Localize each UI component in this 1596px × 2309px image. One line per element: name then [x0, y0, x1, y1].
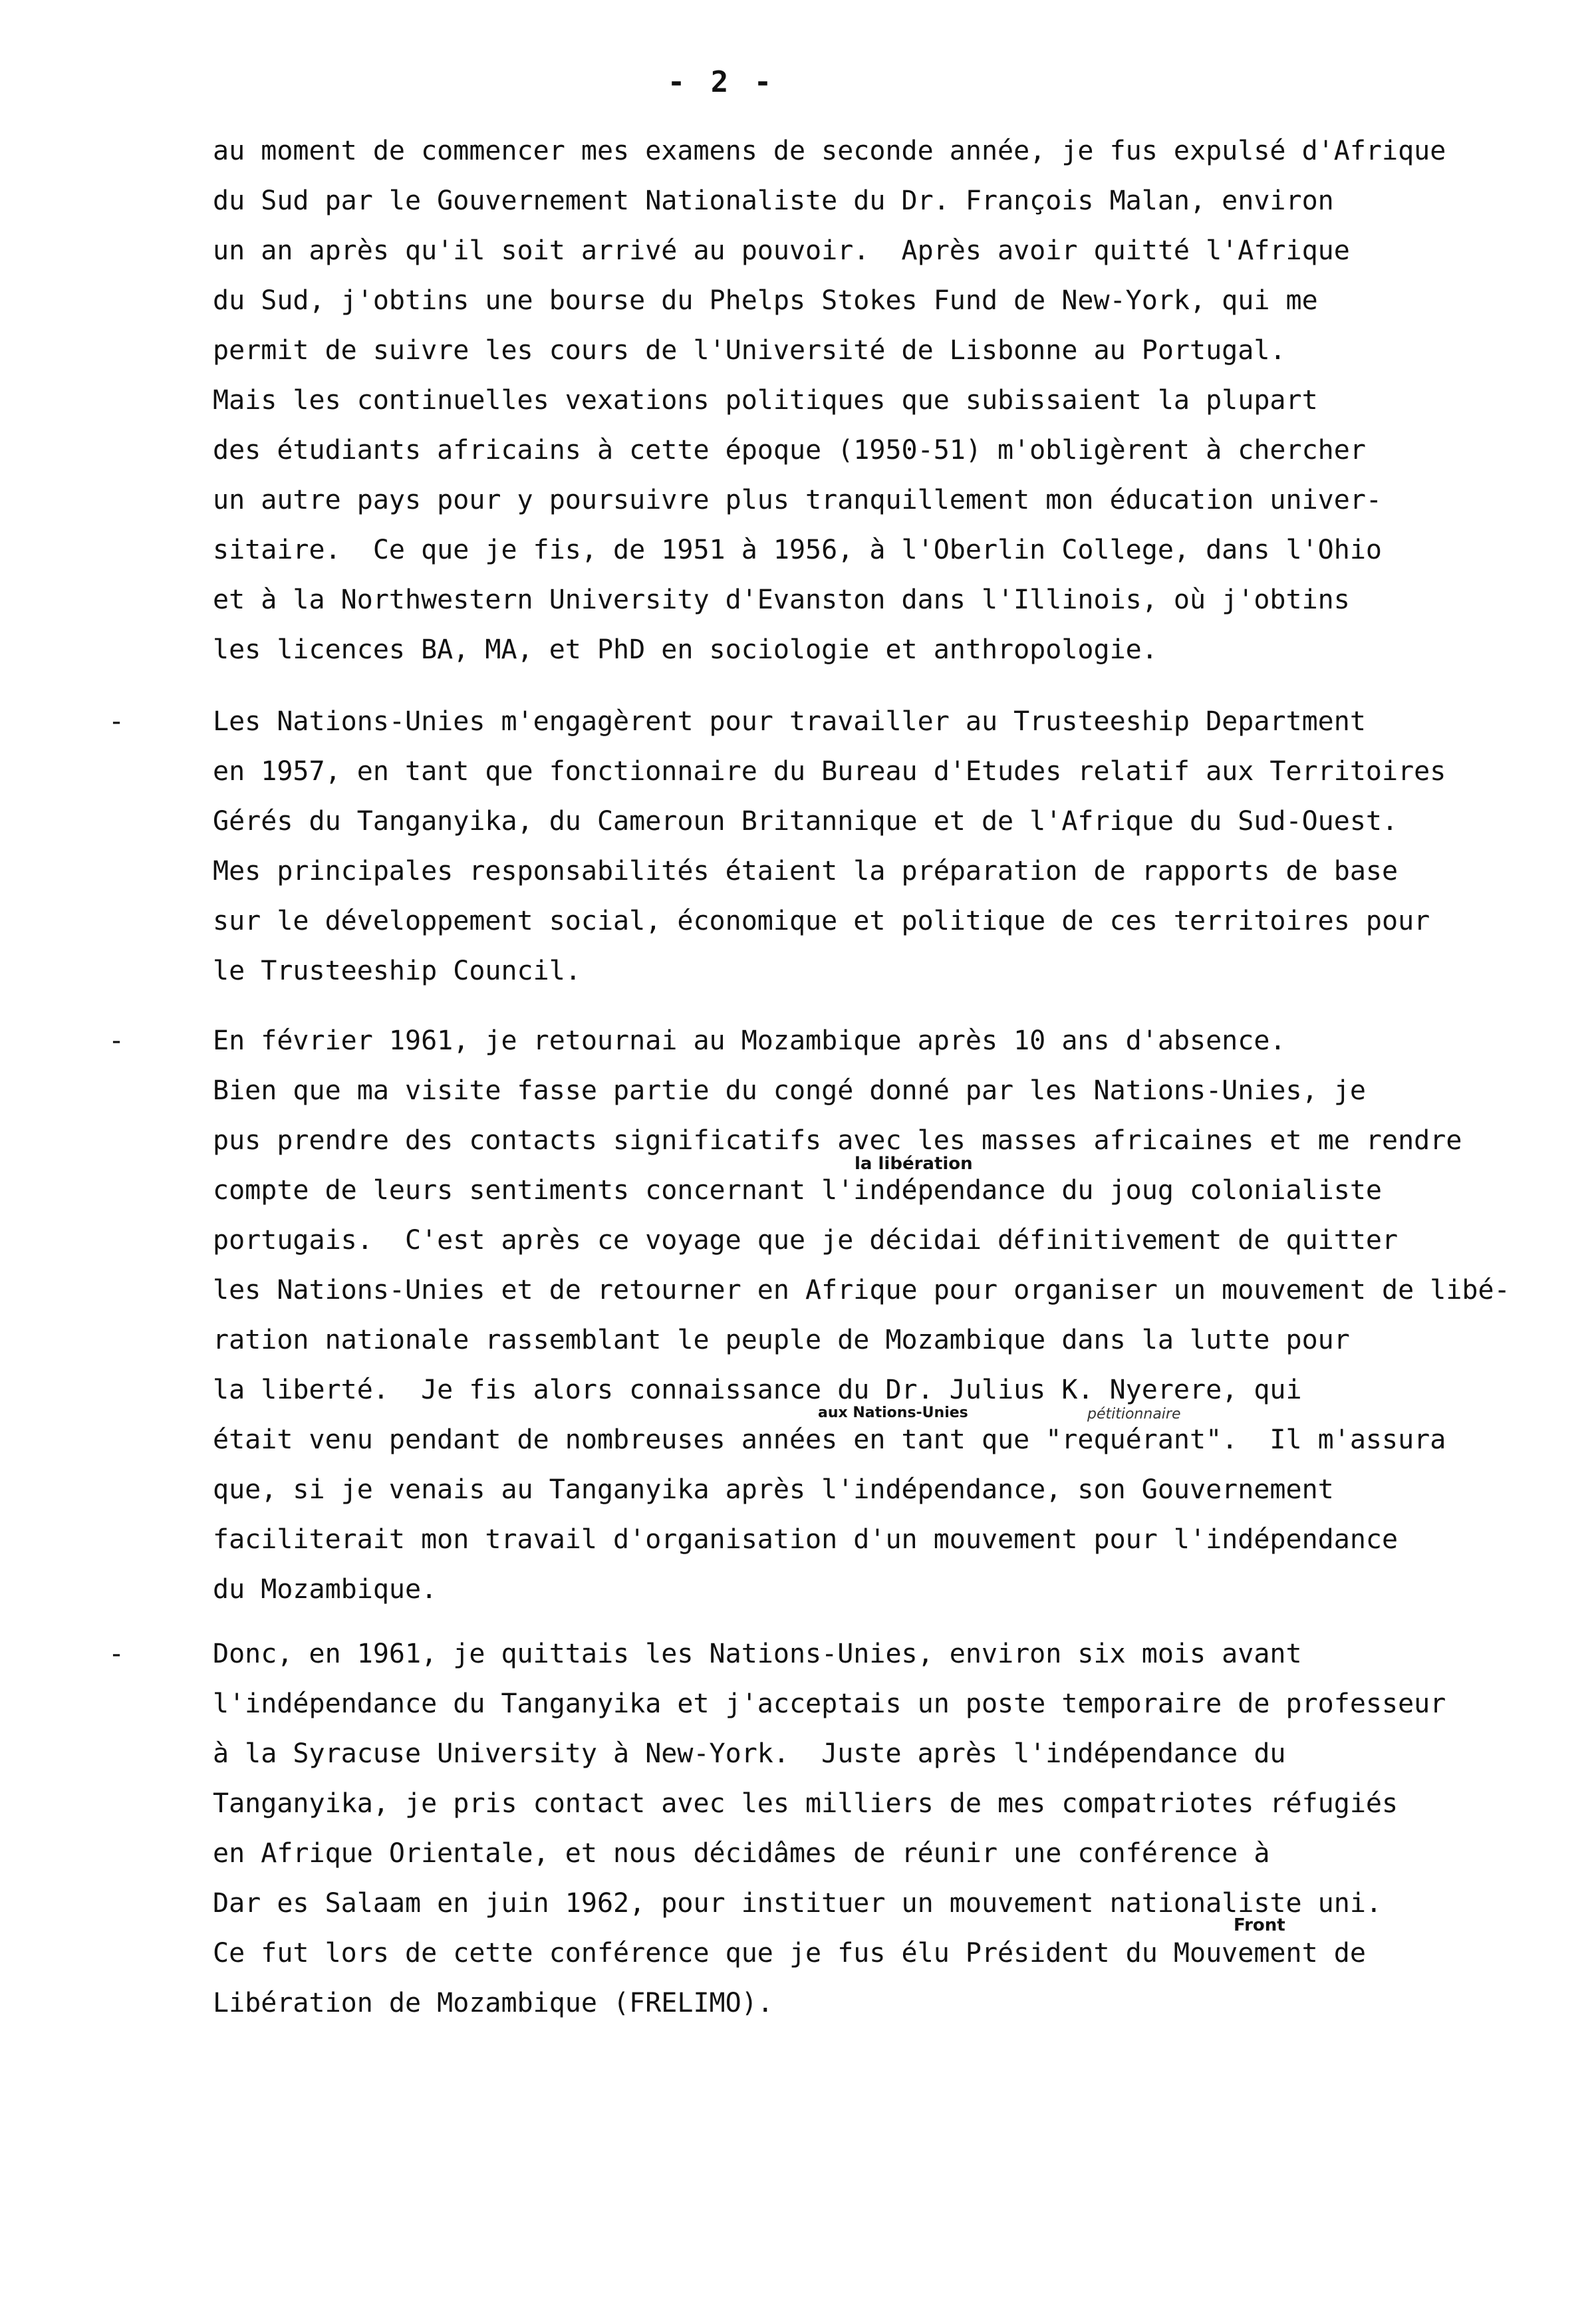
text-line: portugais. C'est après ce voyage que je décidai définitivement de quitter — [213, 1225, 1398, 1256]
text-line: Tanganyika, je pris contact avec les milliers de mes compatriotes réfugiés — [213, 1788, 1398, 1819]
text-line: des étudiants africains à cette époque (1950-51) m'obligèrent à chercher — [213, 435, 1366, 466]
text-line: En février 1961, je retournai au Mozambique après 10 ans d'absence. — [213, 1025, 1286, 1056]
paragraph-3 — [108, 1016, 1510, 1615]
handwritten-insertion: pétitionnaire — [1087, 1406, 1181, 1423]
text-line: Bien que ma visite fasse partie du congé donné par les Nations-Unies, je — [213, 1075, 1366, 1106]
text-line: Donc, en 1961, je quittais les Nations-Unies, environ six mois avant — [213, 1639, 1302, 1669]
paragraph-4 — [108, 1629, 1510, 2028]
paragraph-dash: - — [108, 706, 125, 737]
text-line: la liberté. Je fis alors connaissance du Dr. Julius K. Nyerere, qui — [213, 1375, 1302, 1405]
text-line: au moment de commencer mes examens de seconde année, je fus expulsé d'Afrique — [213, 136, 1446, 166]
text-line: que, si je venais au Tanganyika après l'indépendance, son Gouvernement — [213, 1474, 1334, 1505]
handwritten-insertion: Front — [1234, 1915, 1285, 1935]
text-line: compte de leurs sentiments concernant l'indépendance du joug colonialiste — [213, 1175, 1382, 1206]
text-line: sur le développement social, économique et politique de ces territoires pour — [213, 906, 1430, 936]
text-line: Ce fut lors de cette conférence que je fus élu Président du Mouvement de — [213, 1938, 1366, 1969]
text-line: Mais les continuelles vexations politiques que subissaient la plupart — [213, 385, 1318, 416]
text-line: du Sud, j'obtins une bourse du Phelps Stokes Fund de New-York, qui me — [213, 285, 1318, 316]
text-line: était venu pendant de nombreuses années en tant que "requérant". Il m'assura — [213, 1425, 1446, 1455]
text-line: Les Nations-Unies m'engagèrent pour travailler au Trusteeship Department — [213, 706, 1366, 737]
text-line: ration nationale rassemblant le peuple de Mozambique dans la lutte pour — [213, 1325, 1350, 1355]
text-line: Libération de Mozambique (FRELIMO). — [213, 1988, 773, 2018]
text-line: Gérés du Tanganyika, du Cameroun Britannique et de l'Afrique du Sud-Ouest. — [213, 806, 1398, 837]
paragraph-2 — [108, 697, 1510, 996]
text-line: l'indépendance du Tanganyika et j'acceptais un poste temporaire de professeur — [213, 1689, 1446, 1719]
paragraph-1 — [213, 126, 1510, 675]
text-line: un an après qu'il soit arrivé au pouvoir. Après avoir quitté l'Afrique — [213, 235, 1350, 266]
page-number: - 2 - — [667, 65, 776, 99]
text-line: les licences BA, MA, et PhD en sociologie et anthropologie. — [213, 634, 1158, 665]
text-line: du Sud par le Gouvernement Nationaliste du Dr. François Malan, environ — [213, 186, 1334, 216]
text-line: le Trusteeship Council. — [213, 956, 581, 986]
text-line: Dar es Salaam en juin 1962, pour instituer un mouvement nationaliste uni. — [213, 1888, 1382, 1919]
paragraph-dash: - — [108, 1639, 125, 1669]
text-line: les Nations-Unies et de retourner en Afrique pour organiser un mouvement de libé- — [213, 1275, 1510, 1305]
text-line: un autre pays pour y poursuivre plus tranquillement mon éducation univer- — [213, 485, 1382, 515]
text-line: en Afrique Orientale, et nous décidâmes de réunir une conférence à — [213, 1838, 1270, 1869]
paragraph-dash: - — [108, 1025, 125, 1056]
text-line: à la Syracuse University à New-York. Juste après l'indépendance du — [213, 1738, 1286, 1769]
text-line: du Mozambique. — [213, 1574, 438, 1605]
text-line: sitaire. Ce que je fis, de 1951 à 1956, à l'Oberlin College, dans l'Ohio — [213, 535, 1382, 565]
text-line: pus prendre des contacts significatifs avec les masses africaines et me rendre — [213, 1125, 1462, 1156]
text-line: en 1957, en tant que fonctionnaire du Bureau d'Etudes relatif aux Territoires — [213, 756, 1446, 787]
text-line: permit de suivre les cours de l'Université de Lisbonne au Portugal. — [213, 335, 1286, 366]
handwritten-insertion: aux Nations-Unies — [818, 1405, 968, 1421]
text-line: faciliterait mon travail d'organisation d'un mouvement pour l'indépendance — [213, 1524, 1398, 1555]
handwritten-insertion: la libération — [855, 1154, 973, 1174]
text-line: et à la Northwestern University d'Evanston dans l'Illinois, où j'obtins — [213, 585, 1350, 615]
text-line: Mes principales responsabilités étaient la préparation de rapports de base — [213, 856, 1398, 886]
